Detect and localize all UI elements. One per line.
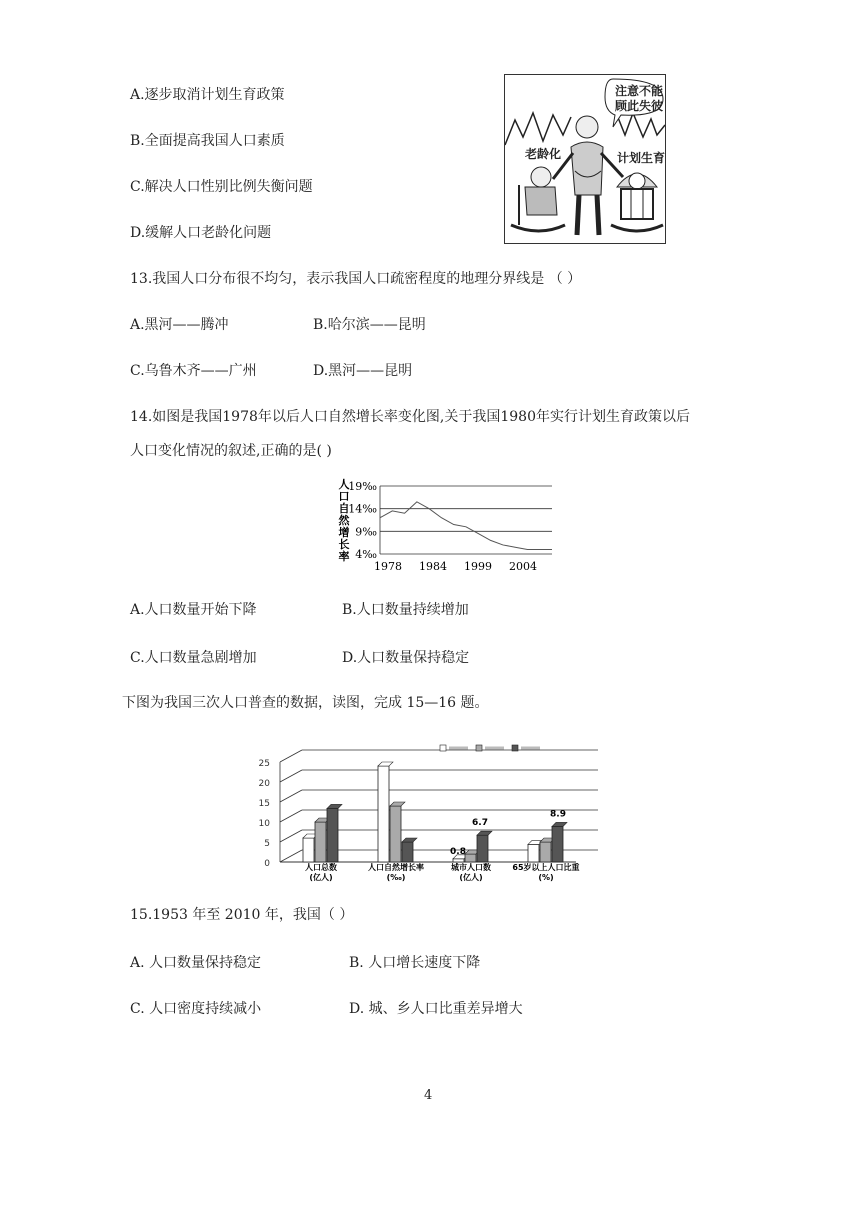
bar (528, 844, 539, 862)
q12-option-d: D.缓解人口老龄化问题 (130, 225, 272, 241)
data-label: 6.7 (472, 818, 488, 829)
q14-stem-line1: 14.如图是我国1978年以后人口自然增长率变化图,关于我国1980年实行计划生育政策以后 (130, 409, 690, 425)
y-tick-label: 0 (264, 859, 270, 869)
q12-option-b: B.全面提高我国人口素质 (130, 133, 285, 149)
bar (465, 854, 476, 862)
q15-option-c: C. 人口密度持续减小 (130, 1001, 262, 1017)
q14-option-c: C.人口数量急剧增加 (130, 650, 257, 666)
y-axis-label-char: 率 (338, 550, 350, 563)
bar-top (378, 762, 393, 766)
legend-swatch (512, 745, 518, 751)
bar-top (552, 822, 567, 826)
q12-option-a: A.逐步取消计划生育政策 (130, 87, 285, 103)
q15-option-b: B. 人口增长速度下降 (349, 955, 481, 971)
q14-option-b: B.人口数量持续增加 (342, 602, 469, 618)
data-label: 8.9 (550, 809, 566, 820)
bar (540, 842, 551, 862)
bar (477, 835, 488, 862)
q12-option-c: C.解决人口性别比例失衡问题 (130, 179, 313, 195)
y-tick-label: 19‰ (348, 480, 377, 493)
x-tick-label: 1999 (464, 560, 492, 573)
category-label: 65岁以上人口比重 (512, 863, 580, 872)
page-number: 4 (424, 1088, 433, 1103)
census-bar-chart (258, 736, 604, 886)
q15-stem: 15.1953 年至 2010 年，我国（ ） (130, 907, 354, 923)
q13-option-b: B.哈尔滨——昆明 (313, 317, 426, 333)
category-label: 人口总数 (305, 863, 337, 872)
q14-option-a: A.人口数量开始下降 (130, 602, 257, 618)
grid-line-diagonal (280, 830, 302, 842)
q14-stem-line2: 人口变化情况的叙述,正确的是( ) (130, 443, 332, 459)
y-tick-label: 14‰ (348, 502, 377, 516)
y-tick-label: 20 (258, 779, 270, 789)
cartoon-speech-bubble: 注意不能 顾此失彼 (615, 84, 664, 113)
q15-16-intro: 下图为我国三次人口普查的数据，读图，完成 15—16 题。 (122, 695, 489, 711)
category-unit-label: (亿人) (309, 873, 333, 882)
y-axis-label-char: 长 (338, 538, 350, 551)
bar (390, 806, 401, 862)
bar (303, 838, 314, 862)
x-tick-label: 1978 (374, 560, 402, 573)
category-unit-label: (亿人) (459, 873, 483, 882)
q13-option-c: C.乌鲁木齐——广州 (130, 363, 257, 379)
q13-option-d: D.黑河——昆明 (313, 363, 413, 379)
legend-swatch (440, 745, 446, 751)
y-tick-label: 25 (258, 759, 270, 769)
y-axis-label-char: 然 (338, 514, 350, 527)
category-label: 人口自然增长率 (368, 863, 424, 872)
grid-line-diagonal (280, 790, 302, 802)
bar (378, 766, 389, 862)
y-axis-label-char: 人 (338, 478, 350, 491)
y-tick-label: 4‰ (355, 548, 377, 561)
y-tick-label: 9‰ (355, 525, 377, 539)
legend-swatch (476, 745, 482, 751)
cartoon-right-label: 计划生育 (617, 151, 666, 165)
q14-option-d: D.人口数量保持稳定 (342, 650, 470, 666)
grid-line-diagonal (280, 770, 302, 782)
y-tick-label: 15 (258, 799, 270, 809)
y-axis-label-char: 增 (338, 526, 350, 539)
bar-top (390, 802, 405, 806)
cartoon-illustration (504, 74, 666, 244)
x-tick-label: 1984 (419, 560, 447, 573)
bar (315, 822, 326, 862)
grid-line-diagonal (280, 810, 302, 822)
q15-option-a: A. 人口数量保持稳定 (130, 955, 262, 971)
cartoon-left-label: 老龄化 (525, 147, 562, 161)
bar-top (477, 831, 492, 835)
x-tick-label: 2004 (509, 560, 537, 573)
bar (552, 826, 563, 862)
y-tick-label: 10 (258, 819, 270, 829)
y-axis-label-char: 口 (338, 490, 350, 503)
bar-top (327, 804, 342, 808)
data-label: 0.8 (450, 846, 466, 857)
category-unit-label: (‰) (386, 873, 406, 882)
bar (402, 842, 413, 862)
bar (327, 808, 338, 862)
q15-option-d: D. 城、乡人口比重差异增大 (349, 1001, 523, 1017)
q13-option-a: A.黑河——腾冲 (130, 317, 229, 333)
y-axis-label-char: 自 (338, 502, 350, 515)
bar (453, 859, 464, 862)
q13-stem: 13.我国人口分布很不均匀，表示我国人口疏密程度的地理分界线是 （ ） (130, 271, 582, 287)
category-unit-label: (%) (538, 873, 554, 882)
category-label: 城市人口数 (451, 863, 491, 872)
grid-line-diagonal (280, 850, 302, 862)
growth-rate-line-chart (330, 476, 560, 576)
grid-line-diagonal (280, 750, 302, 762)
bar-top (402, 838, 417, 842)
y-tick-label: 5 (264, 839, 270, 849)
